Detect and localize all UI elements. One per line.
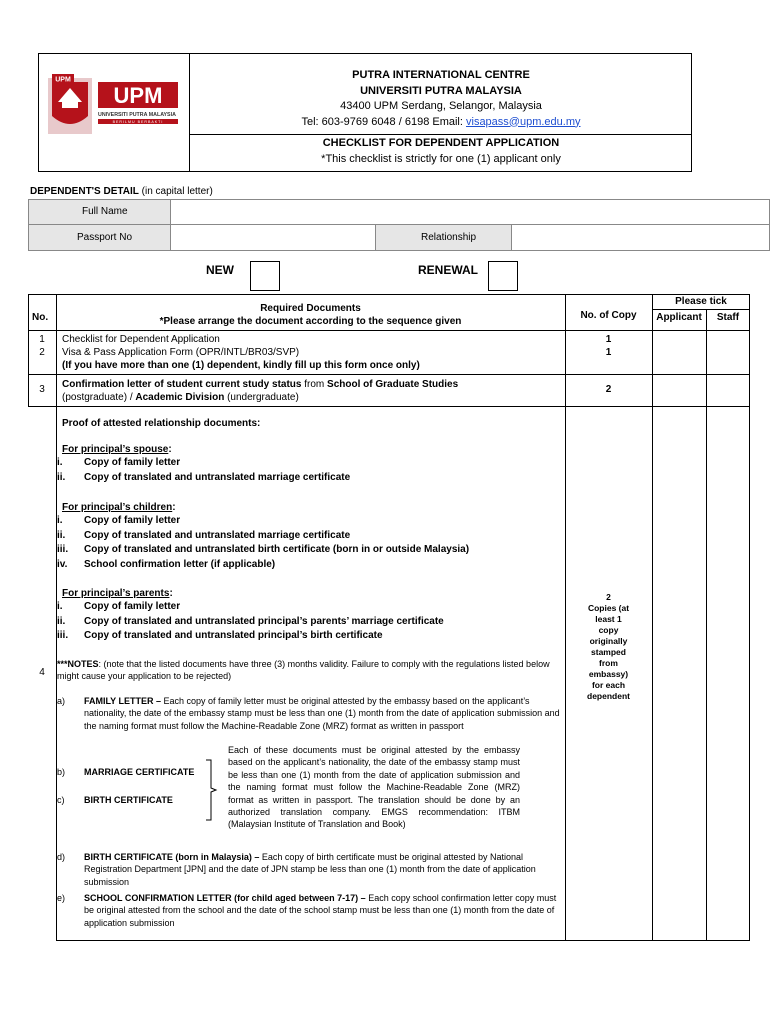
col-divider-copy xyxy=(652,294,653,941)
list-item: Copy of family letter xyxy=(84,515,181,526)
d-title: BIRTH CERTIFICATE (born in Malaysia) – xyxy=(84,852,260,862)
col-copy-header: No. of Copy xyxy=(580,310,637,321)
dependent-title-bold: DEPENDENT'S DETAIL xyxy=(30,186,139,197)
full-name-label: Full Name xyxy=(82,206,128,217)
list-item: Copy of translated and untranslated marriage certificate xyxy=(84,529,351,541)
tick-subheader-border xyxy=(652,309,750,310)
dependent-title-suffix: (in capital letter) xyxy=(138,186,213,197)
col-docs-subheader: *Please arrange the document according to the sequence given xyxy=(159,316,462,327)
row3-t1: Confirmation letter of student current study status xyxy=(62,379,302,390)
row1-copy: 1 xyxy=(605,334,612,345)
row2-copy: 1 xyxy=(605,347,612,358)
row2-text2: (If you have more than one (1) dependent, kindly fill up this form once only) xyxy=(62,360,420,371)
col-applicant-header: Applicant xyxy=(656,312,702,323)
row1-text: Checklist for Dependent Application xyxy=(62,334,220,345)
notes-label: ***NOTES xyxy=(57,659,99,669)
e-text xyxy=(84,892,560,929)
list-item-number: ii. xyxy=(57,529,66,541)
row3-line1 xyxy=(62,378,458,391)
list-item-number: i. xyxy=(57,601,63,612)
logo-badge-text: UPM xyxy=(55,76,71,84)
upm-logo xyxy=(48,72,180,140)
logo-wordmark: UPM xyxy=(113,83,163,108)
copy-line: copy xyxy=(598,625,619,635)
bc-text: Each of these documents must be original attested by the embassy based on the applicant’s nationality, the date of the embassy stamp must be less than one (1) month from the date of application submission and the naming format must follow the Machine-Readable Zone (MRZ) format as written in passport. The translation should be done by an authorized translation company. EMGS recommendation: ITBM (Malaysian Institute of Translation and Book) xyxy=(228,745,520,830)
copy-line: dependent xyxy=(587,691,630,701)
list-item-number: i. xyxy=(57,515,63,526)
header-divider xyxy=(189,54,190,171)
passport-label: Passport No xyxy=(77,232,133,243)
relationship-label-cell xyxy=(375,224,512,251)
children-title-text: For principal’s children xyxy=(62,502,173,513)
row3-line2 xyxy=(62,391,299,404)
col-tick-header: Please tick xyxy=(675,296,727,307)
copy-line: embassy) xyxy=(588,669,629,679)
row3-copy: 2 xyxy=(605,384,612,395)
spouse-title: For principal’s spouse: xyxy=(62,444,172,455)
row2-no: 2 xyxy=(39,347,45,358)
d-label: d) xyxy=(57,852,66,862)
dependent-detail-title xyxy=(30,186,213,197)
list-item-number: ii. xyxy=(57,471,66,483)
copy-line: for each xyxy=(591,680,626,690)
header-contact xyxy=(191,115,691,131)
passport-field[interactable] xyxy=(170,224,376,251)
list-item-number: iii. xyxy=(57,630,69,641)
list-item: Copy of translated and untranslated birth certificate (born in or outside Malaysia) xyxy=(84,544,470,555)
c-label: c) xyxy=(57,795,65,805)
list-item: School confirmation letter (if applicable) xyxy=(84,558,276,570)
children-title: For principal’s children: xyxy=(62,502,176,513)
table-top-border xyxy=(28,294,750,295)
e-label: e) xyxy=(57,893,66,903)
e-title: SCHOOL CONFIRMATION LETTER (for child aged between 7-17) – xyxy=(84,893,366,903)
a-body: Each copy of family letter must be original attested by the embassy based on the applicant’s nationality, the date of the embassy stamp must be less than one (1) month from the date of application submission and the naming format must follow the Machine-Readable Zone (MRZ) format as written in passport xyxy=(84,696,560,731)
header-line2: UNIVERSITI PUTRA MALAYSIA xyxy=(360,84,522,97)
list-item-number: iii. xyxy=(57,544,69,555)
row3-t5: Academic Division xyxy=(135,392,225,403)
parents-title: For principal’s parents: xyxy=(62,588,173,599)
table-bottom-border xyxy=(56,940,750,941)
email-link[interactable]: visapass@upm.edu.my xyxy=(466,115,581,128)
parents-title-text: For principal’s parents xyxy=(62,588,170,599)
proof-title: Proof of attested relationship documents: xyxy=(62,418,261,429)
a-text xyxy=(84,695,560,732)
spouse-title-text: For principal’s spouse xyxy=(62,444,169,455)
renewal-label: RENEWAL xyxy=(418,263,478,277)
full-name-label-cell xyxy=(28,199,171,225)
list-item: Copy of family letter xyxy=(84,457,181,468)
row1-no: 1 xyxy=(39,334,45,345)
relationship-label: Relationship xyxy=(421,232,477,243)
list-item-number: i. xyxy=(57,457,63,468)
e-body: Each copy school confirmation letter copy must be original attested from the school and the date of the school stamp must be less than one (1) month from the date of application submission xyxy=(84,893,557,928)
copy-line: stamped xyxy=(591,647,626,657)
list-item: Copy of translated and untranslated principal’s parents’ marriage certificate xyxy=(84,615,444,627)
col-staff-header: Staff xyxy=(716,312,740,323)
bracket-icon xyxy=(204,758,218,822)
contact-text: Tel: 603-9769 6048 / 6198 Email: xyxy=(301,115,466,128)
row3-t2: from xyxy=(301,379,328,390)
header-line1: PUTRA INTERNATIONAL CENTRE xyxy=(352,69,530,81)
table-row3-border xyxy=(28,406,750,407)
row3-t3: School of Graduate Studies xyxy=(327,379,459,390)
list-item-number: ii. xyxy=(57,615,66,627)
copy-line: Copies (at xyxy=(587,603,630,613)
row3-no: 3 xyxy=(39,384,45,395)
checklist-note: *This checklist is strictly for one (1) applicant only xyxy=(321,152,561,165)
copy-line: least 1 xyxy=(595,614,622,624)
logo-subtitle: UNIVERSITI PUTRA MALAYSIA xyxy=(98,112,176,118)
a-title: FAMILY LETTER – xyxy=(84,696,162,706)
list-item: Copy of family letter xyxy=(84,601,181,612)
logo-tagline: BERILMU BERBAKTI xyxy=(112,120,164,124)
col-divider-tick xyxy=(706,309,707,941)
list-item-number: iv. xyxy=(57,558,68,570)
c-title: BIRTH CERTIFICATE xyxy=(84,795,173,805)
a-label: a) xyxy=(57,696,66,706)
new-label: NEW xyxy=(206,263,234,277)
header-address: 43400 UPM Serdang, Selangor, Malaysia xyxy=(340,100,542,112)
table-row2-border xyxy=(28,374,750,375)
row3-t4: (postgraduate) / xyxy=(62,392,136,403)
notes xyxy=(57,658,562,683)
renewal-checkbox[interactable] xyxy=(488,261,518,291)
d-text xyxy=(84,851,560,888)
list-item: Copy of translated and untranslated marriage certificate xyxy=(84,471,351,483)
passport-label-cell xyxy=(28,224,171,251)
row4-copy xyxy=(565,592,652,702)
table-header-border xyxy=(28,330,750,331)
full-name-field[interactable] xyxy=(170,199,770,225)
copy-line: originally xyxy=(589,636,628,646)
row2-text: Visa & Pass Application Form (OPR/INTL/BR03/SVP) xyxy=(62,347,300,358)
d-body: Each copy of birth certificate must be original attested by National Registration Department [JPN] and the date of JPN stamp be less than one (1) month from the date of application submission xyxy=(84,852,536,887)
new-checkbox[interactable] xyxy=(250,261,280,291)
b-label: b) xyxy=(57,767,66,777)
table-right-border xyxy=(749,294,750,941)
col-no-header: No. xyxy=(32,312,49,323)
row3-t6: (undergraduate) xyxy=(224,392,299,403)
notes-text: : (note that the listed documents have three (3) months validity. Failure to comply with the regulations listed below might cause your application to be rejected) xyxy=(57,659,550,682)
copy-line: 2 xyxy=(606,592,611,602)
checklist-title: CHECKLIST FOR DEPENDENT APPLICATION xyxy=(322,137,560,149)
copy-line: from xyxy=(599,658,618,668)
logo-book xyxy=(62,102,78,108)
list-item: Copy of translated and untranslated principal’s birth certificate xyxy=(84,630,383,641)
header-text xyxy=(191,68,691,167)
col-docs-header: Required Documents xyxy=(260,303,361,314)
b-title: MARRIAGE CERTIFICATE xyxy=(84,767,195,777)
relationship-field[interactable] xyxy=(511,224,770,251)
row4-no: 4 xyxy=(39,667,45,678)
